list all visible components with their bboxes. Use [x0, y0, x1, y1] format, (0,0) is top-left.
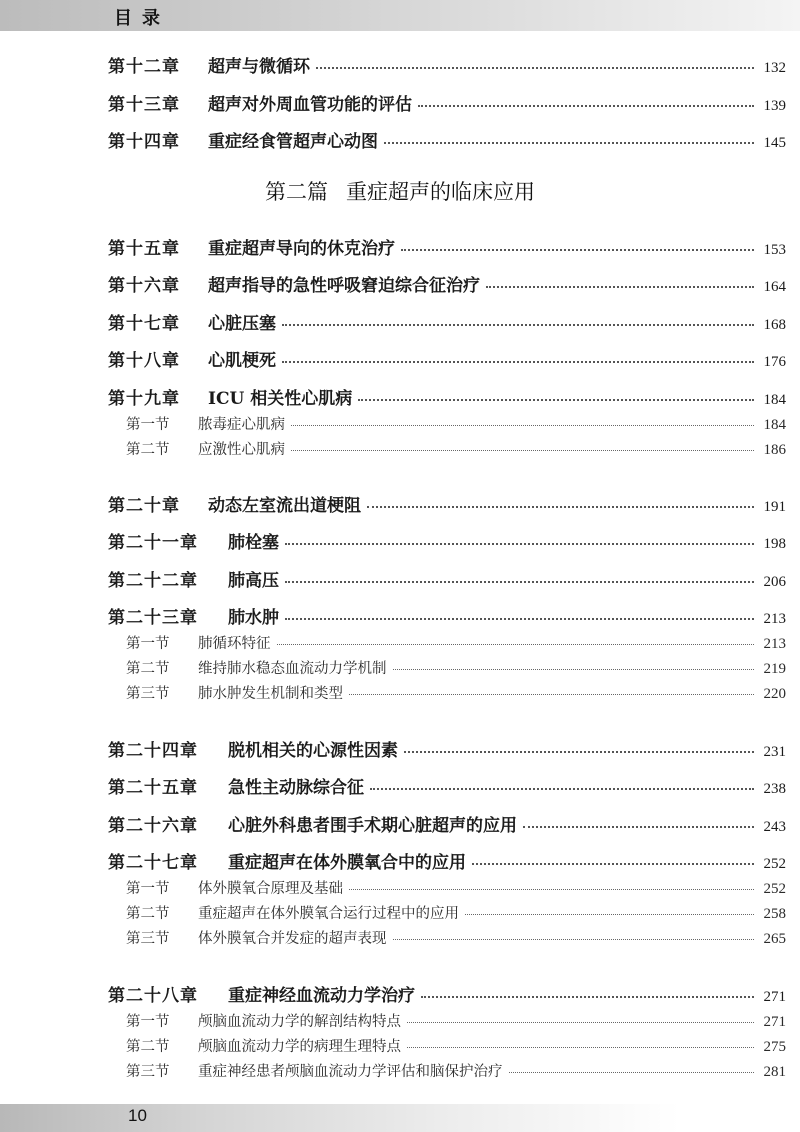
- toc-chapter[interactable]: [108, 127, 786, 157]
- chapter-number: 第十二章: [108, 57, 180, 77]
- chapter-number: 第十八章: [108, 351, 180, 371]
- toc-chapter[interactable]: [108, 52, 786, 82]
- chapter-number: 第十三章: [108, 95, 180, 115]
- page-ref: 243: [763, 819, 786, 835]
- chapter-title: 心脏外科患者围手术期心脏超声的应用: [228, 816, 517, 836]
- page-ref: 219: [763, 661, 786, 677]
- chapter-number: 第十四章: [108, 132, 180, 152]
- dot-leader: [285, 543, 754, 545]
- part-label: 第二篇: [265, 180, 328, 204]
- toc-chapter[interactable]: [108, 234, 786, 264]
- dot-leader: [349, 889, 754, 890]
- chapter-number: 第十五章: [108, 239, 180, 259]
- toc-chapter[interactable]: [108, 528, 786, 558]
- page-ref: 153: [763, 242, 786, 258]
- dot-leader: [401, 249, 754, 251]
- dot-leader: [418, 105, 754, 107]
- chapter-number: 第二十章: [108, 496, 180, 516]
- section-number: 第二节: [126, 661, 170, 677]
- section-number: 第三节: [126, 686, 170, 702]
- chapter-title: 重症超声在体外膜氧合中的应用: [228, 853, 466, 873]
- dot-leader: [285, 618, 754, 620]
- dot-leader: [472, 863, 754, 865]
- page-ref: 184: [763, 417, 786, 433]
- section-title: 重症超声在体外膜氧合运行过程中的应用: [198, 906, 459, 922]
- dot-leader: [291, 450, 754, 451]
- dot-leader: [349, 694, 754, 695]
- chapter-title: 肺高压: [228, 571, 279, 591]
- toc-section[interactable]: [126, 1010, 786, 1034]
- dot-leader: [407, 1047, 754, 1048]
- dot-leader: [421, 996, 754, 998]
- dot-leader: [509, 1072, 755, 1073]
- part-title: 重症超声的临床应用: [346, 180, 535, 204]
- dot-leader: [523, 826, 754, 828]
- toc-section[interactable]: [126, 682, 786, 706]
- header-title: 目录: [114, 8, 170, 29]
- chapter-title: ICU 相关性心肌病: [208, 389, 353, 409]
- section-number: 第二节: [126, 442, 170, 458]
- chapter-number: 第二十七章: [108, 853, 198, 873]
- chapter-number: 第十九章: [108, 389, 180, 409]
- toc-chapter[interactable]: [108, 811, 786, 841]
- dot-leader: [285, 581, 754, 583]
- toc-section[interactable]: [126, 657, 786, 681]
- page-ref: 231: [763, 744, 786, 760]
- section-title: 体外膜氧合并发症的超声表现: [198, 931, 387, 947]
- toc-section[interactable]: [126, 927, 786, 951]
- toc-section[interactable]: [126, 877, 786, 901]
- section-number: 第一节: [126, 881, 170, 897]
- page-ref: 145: [763, 135, 786, 151]
- chapter-number: 第十七章: [108, 314, 180, 334]
- toc-chapter[interactable]: [108, 90, 786, 120]
- dot-leader: [393, 669, 755, 670]
- part-heading: [0, 176, 800, 206]
- section-title: 体外膜氧合原理及基础: [198, 881, 343, 897]
- page-ref: 191: [763, 499, 786, 515]
- dot-leader: [404, 751, 754, 753]
- dot-leader: [465, 914, 754, 915]
- dot-leader: [282, 324, 754, 326]
- chapter-title: 超声与微循环: [208, 57, 310, 77]
- section-title: 应激性心肌病: [198, 442, 285, 458]
- section-number: 第一节: [126, 1014, 170, 1030]
- dot-leader: [358, 399, 754, 401]
- dot-leader: [370, 788, 754, 790]
- toc-chapter[interactable]: [108, 848, 786, 878]
- section-number: 第一节: [126, 417, 170, 433]
- section-title: 肺水肿发生机制和类型: [198, 686, 343, 702]
- section-number: 第二节: [126, 1039, 170, 1055]
- chapter-title: 急性主动脉综合征: [228, 778, 364, 798]
- section-title: 重症神经患者颅脑血流动力学评估和脑保护治疗: [198, 1064, 503, 1080]
- chapter-number: 第二十二章: [108, 571, 198, 591]
- page-ref: 168: [763, 317, 786, 333]
- section-title: 肺循环特征: [198, 636, 271, 652]
- dot-leader: [486, 286, 754, 288]
- toc-chapter[interactable]: [108, 603, 786, 633]
- page-ref: 186: [763, 442, 786, 458]
- chapter-title: 脱机相关的心源性因素: [228, 741, 398, 761]
- page-ref: 238: [763, 781, 786, 797]
- toc-chapter[interactable]: [108, 491, 786, 521]
- page-ref: 281: [763, 1064, 786, 1080]
- chapter-title: 动态左室流出道梗阻: [208, 496, 361, 516]
- toc-chapter[interactable]: [108, 271, 786, 301]
- dot-leader: [393, 939, 755, 940]
- page-ref: 265: [763, 931, 786, 947]
- chapter-title: 心脏压塞: [208, 314, 276, 334]
- page-ref: 275: [763, 1039, 786, 1055]
- dot-leader: [282, 361, 754, 363]
- chapter-title: 肺栓塞: [228, 533, 279, 553]
- toc-chapter[interactable]: [108, 384, 786, 414]
- chapter-title: 重症神经血流动力学治疗: [228, 986, 415, 1006]
- toc-section[interactable]: [126, 1035, 786, 1059]
- page-ref: 176: [763, 354, 786, 370]
- page-ref: 271: [763, 1014, 786, 1030]
- toc-chapter[interactable]: [108, 773, 786, 803]
- page-ref: 139: [763, 98, 786, 114]
- page-ref: 252: [763, 856, 786, 872]
- page-ref: 271: [763, 989, 786, 1005]
- chapter-title: 肺水肿: [228, 608, 279, 628]
- toc-section[interactable]: [126, 413, 786, 437]
- toc-chapter[interactable]: [108, 346, 786, 376]
- toc-section[interactable]: [126, 902, 786, 926]
- page-ref: 184: [763, 392, 786, 408]
- chapter-title: 重症超声导向的休克治疗: [208, 239, 395, 259]
- chapter-number: 第二十八章: [108, 986, 198, 1006]
- page-ref: 220: [763, 686, 786, 702]
- section-title: 维持肺水稳态血流动力学机制: [198, 661, 387, 677]
- toc-chapter[interactable]: [108, 309, 786, 339]
- page-ref: 198: [763, 536, 786, 552]
- page-ref: 252: [763, 881, 786, 897]
- section-number: 第三节: [126, 931, 170, 947]
- toc-chapter[interactable]: [108, 736, 786, 766]
- footer-band: [0, 1104, 800, 1132]
- dot-leader: [384, 142, 754, 144]
- toc-chapter[interactable]: [108, 981, 786, 1011]
- chapter-number: 第二十三章: [108, 608, 198, 628]
- chapter-title: 重症经食管超声心动图: [208, 132, 378, 152]
- section-title: 颅脑血流动力学的病理生理特点: [198, 1039, 401, 1055]
- section-number: 第三节: [126, 1064, 170, 1080]
- page-ref: 206: [763, 574, 786, 590]
- toc-section[interactable]: [126, 632, 786, 656]
- page-ref: 258: [763, 906, 786, 922]
- section-title: 颅脑血流动力学的解剖结构特点: [198, 1014, 401, 1030]
- dot-leader: [367, 506, 754, 508]
- page-ref: 164: [763, 279, 786, 295]
- toc-section[interactable]: [126, 438, 786, 462]
- chapter-title: 超声指导的急性呼吸窘迫综合征治疗: [208, 276, 480, 296]
- dot-leader: [316, 67, 754, 69]
- page-ref: 213: [763, 611, 786, 627]
- page-number: 10: [128, 1106, 147, 1125]
- toc-section[interactable]: [126, 1060, 786, 1084]
- chapter-number: 第二十五章: [108, 778, 198, 798]
- toc-chapter[interactable]: [108, 566, 786, 596]
- section-number: 第一节: [126, 636, 170, 652]
- section-number: 第二节: [126, 906, 170, 922]
- chapter-number: 第二十四章: [108, 741, 198, 761]
- chapter-number: 第二十六章: [108, 816, 198, 836]
- dot-leader: [291, 425, 754, 426]
- chapter-number: 第二十一章: [108, 533, 198, 553]
- chapter-title: 心肌梗死: [208, 351, 276, 371]
- chapter-number: 第十六章: [108, 276, 180, 296]
- dot-leader: [407, 1022, 754, 1023]
- dot-leader: [277, 644, 755, 645]
- page-ref: 213: [763, 636, 786, 652]
- chapter-title: 超声对外周血管功能的评估: [208, 95, 412, 115]
- page-ref: 132: [763, 60, 786, 76]
- section-title: 脓毒症心肌病: [198, 417, 285, 433]
